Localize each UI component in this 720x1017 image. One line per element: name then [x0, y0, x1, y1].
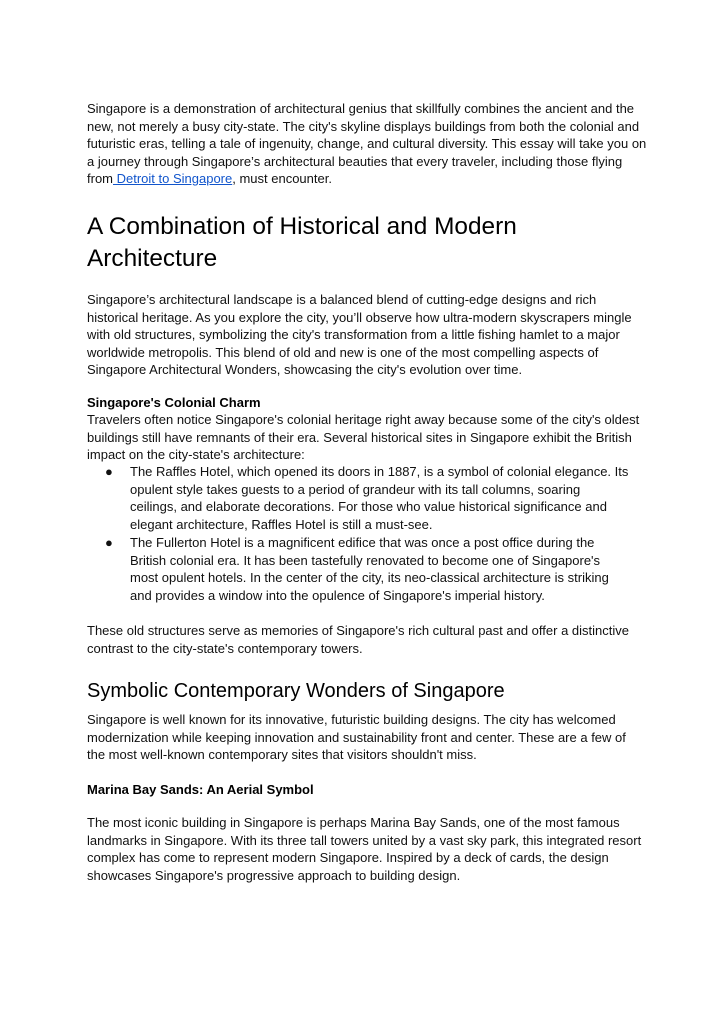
intro-text-end: , must encounter. [232, 171, 332, 187]
combination-paragraph: Singapore’s architectural landscape is a balanced blend of cutting-edge designs and rich historical heritage. As you explore the city, you’ll observe how ultra-modern skyscrapers mingle with old structures, symbolizing the city's transformation from a little fishing hamlet to a major worldwide metropolis. This blend of old and new is one of the most compelling aspects of Singapore Architectural Wonders, showcasing the city's evolution over time. [87, 292, 632, 378]
section-heading-contemporary: Symbolic Contemporary Wonders of Singapore [87, 680, 505, 702]
bullet-icon: ● [105, 535, 113, 550]
intro-paragraph [87, 100, 647, 188]
colonial-closing-paragraph: These old structures serve as memories of Singapore's rich cultural past and offer a distinctive contrast to the city-state's contemporary towers. [87, 623, 629, 656]
bullet-text-raffles: The Raffles Hotel, which opened its doors in 1887, is a symbol of colonial elegance. Its opulent style takes guests to a period of grandeur with its tall columns, soaring ceilings, and elaborate decorations. For those who value historical significance and elegant architecture, Raffles Hotel is still a must-see. [130, 464, 629, 532]
marina-paragraph: The most iconic building in Singapore is perhaps Marina Bay Sands, one of the most famous landmarks in Singapore. With its three tall towers united by a vast sky park, this integrated resort complex has come to represent modern Singapore. Inspired by a deck of cards, the design showcases Singapore's progressive approach to building design. [87, 815, 642, 883]
subheading-colonial-charm: Singapore's Colonial Charm [87, 395, 261, 410]
intro-text: Singapore is a demonstration of architectural genius that skillfully combines the ancient and the new, not merely a busy city-state. The city's skyline displays buildings from both the colonial and futuristic eras, telling a tale of ingenuity, change, and cultural diversity. This essay will take you on a journey through Singapore’s architectural beauties that every traveler, including those flying from [87, 101, 647, 187]
detroit-to-singapore-link[interactable]: Detroit to Singapore [113, 171, 233, 187]
bullet-text-fullerton: The Fullerton Hotel is a magnificent edifice that was once a post office during the British colonial era. It has been tastefully renovated to become one of Singapore's most opulent hotels. In the center of the city, its neo-classical architecture is striking and provides a window into the opulence of Singapore's imperial history. [130, 535, 609, 603]
subheading-marina-bay-sands: Marina Bay Sands: An Aerial Symbol [87, 782, 314, 797]
contemporary-paragraph: Singapore is well known for its innovative, futuristic building designs. The city has welcomed modernization while keeping innovation and sustainability front and center. These are a few of the most well-known contemporary sites that visitors shouldn't miss. [87, 712, 626, 763]
section-heading-combination: A Combination of Historical and Modern Architecture [87, 213, 517, 272]
colonial-paragraph: Travelers often notice Singapore's colonial heritage right away because some of the city's oldest buildings still have remnants of their era. Several historical sites in Singapore exhibit the British impact on the city-state's architecture: [87, 412, 640, 463]
bullet-icon: ● [105, 464, 113, 479]
